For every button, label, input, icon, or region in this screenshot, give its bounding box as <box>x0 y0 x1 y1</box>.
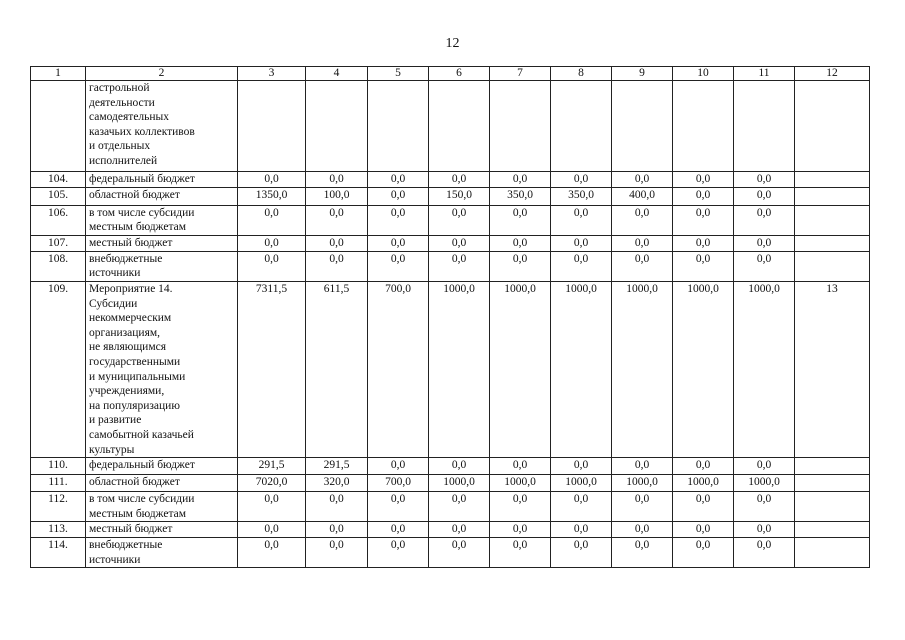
value-cell <box>429 81 490 172</box>
row-number: 107. <box>31 235 86 251</box>
header-row <box>31 67 870 81</box>
value-cell: 1000,0 <box>673 281 734 457</box>
value-cell: 400,0 <box>612 187 673 205</box>
column-number-5: 5 <box>368 67 429 81</box>
value-cell: 7311,5 <box>238 281 306 457</box>
value-cell: 0,0 <box>673 187 734 205</box>
table-row <box>31 205 870 235</box>
value-cell: 0,0 <box>612 172 673 188</box>
value-cell: 0,0 <box>429 538 490 568</box>
value-cell: 0,0 <box>306 235 368 251</box>
row-name: в том числе субсидии местным бюджетам <box>86 205 238 235</box>
value-cell <box>551 81 612 172</box>
column-number-9: 9 <box>612 67 673 81</box>
value-cell: 0,0 <box>306 492 368 522</box>
value-cell: 1350,0 <box>238 187 306 205</box>
value-cell: 0,0 <box>238 522 306 538</box>
row-number: 114. <box>31 538 86 568</box>
value-cell: 0,0 <box>673 235 734 251</box>
table-row <box>31 475 870 492</box>
value-cell: 0,0 <box>306 205 368 235</box>
row-number: 108. <box>31 251 86 281</box>
value-cell: 1000,0 <box>551 475 612 492</box>
value-cell: 0,0 <box>429 205 490 235</box>
value-cell: 0,0 <box>490 251 551 281</box>
value-cell: 150,0 <box>429 187 490 205</box>
value-cell: 1000,0 <box>673 475 734 492</box>
row-number <box>31 81 86 172</box>
value-cell: 700,0 <box>368 475 429 492</box>
column-12-cell <box>795 475 870 492</box>
column-number-10: 10 <box>673 67 734 81</box>
value-cell: 0,0 <box>368 458 429 475</box>
value-cell: 0,0 <box>551 492 612 522</box>
value-cell: 0,0 <box>734 492 795 522</box>
value-cell: 0,0 <box>612 205 673 235</box>
value-cell <box>306 81 368 172</box>
value-cell: 0,0 <box>673 205 734 235</box>
page-number: 12 <box>445 36 460 51</box>
value-cell: 1000,0 <box>490 281 551 457</box>
value-cell: 0,0 <box>368 187 429 205</box>
row-name: внебюджетные источники <box>86 538 238 568</box>
row-number: 111. <box>31 475 86 492</box>
row-name: областной бюджет <box>86 187 238 205</box>
value-cell: 0,0 <box>612 522 673 538</box>
table-row <box>31 172 870 188</box>
value-cell: 0,0 <box>238 251 306 281</box>
value-cell: 0,0 <box>734 251 795 281</box>
value-cell: 0,0 <box>429 522 490 538</box>
row-name: Мероприятие 14. Субсидии некоммерческим организациям, не являющимся государственными и муниципальными учреждениями, на популяризацию и развитие самобытной казачьей культуры <box>86 281 238 457</box>
value-cell: 1000,0 <box>734 281 795 457</box>
column-number-7: 7 <box>490 67 551 81</box>
value-cell: 0,0 <box>490 458 551 475</box>
value-cell: 0,0 <box>490 538 551 568</box>
column-number-12: 12 <box>795 67 870 81</box>
value-cell <box>490 81 551 172</box>
table-row <box>31 281 870 457</box>
value-cell: 0,0 <box>612 492 673 522</box>
row-name: областной бюджет <box>86 475 238 492</box>
value-cell: 0,0 <box>238 538 306 568</box>
value-cell: 0,0 <box>490 172 551 188</box>
column-12-cell <box>795 492 870 522</box>
column-12-cell <box>795 251 870 281</box>
value-cell: 0,0 <box>612 538 673 568</box>
table-row <box>31 538 870 568</box>
row-number: 113. <box>31 522 86 538</box>
value-cell <box>368 81 429 172</box>
value-cell: 1000,0 <box>429 281 490 457</box>
row-name: гастрольной деятельности самодеятельных казачьих коллективов и отдельных исполнителей <box>86 81 238 172</box>
value-cell: 0,0 <box>368 172 429 188</box>
value-cell: 0,0 <box>673 172 734 188</box>
value-cell: 0,0 <box>490 492 551 522</box>
value-cell: 0,0 <box>673 492 734 522</box>
value-cell: 0,0 <box>368 522 429 538</box>
value-cell: 0,0 <box>429 492 490 522</box>
table-row <box>31 458 870 475</box>
value-cell: 0,0 <box>734 172 795 188</box>
value-cell: 0,0 <box>490 235 551 251</box>
column-12-cell: 13 <box>795 281 870 457</box>
budget-table <box>30 66 870 568</box>
column-12-cell <box>795 458 870 475</box>
row-number: 105. <box>31 187 86 205</box>
value-cell: 0,0 <box>238 205 306 235</box>
value-cell: 320,0 <box>306 475 368 492</box>
value-cell: 0,0 <box>734 538 795 568</box>
value-cell: 0,0 <box>429 235 490 251</box>
value-cell: 350,0 <box>551 187 612 205</box>
value-cell: 1000,0 <box>612 281 673 457</box>
value-cell: 0,0 <box>551 538 612 568</box>
value-cell: 0,0 <box>429 458 490 475</box>
value-cell: 0,0 <box>490 205 551 235</box>
value-cell: 350,0 <box>490 187 551 205</box>
value-cell: 0,0 <box>734 458 795 475</box>
column-number-3: 3 <box>238 67 306 81</box>
value-cell: 0,0 <box>612 235 673 251</box>
value-cell: 291,5 <box>306 458 368 475</box>
value-cell: 0,0 <box>368 235 429 251</box>
table-row <box>31 187 870 205</box>
value-cell: 7020,0 <box>238 475 306 492</box>
column-12-cell <box>795 81 870 172</box>
column-12-cell <box>795 522 870 538</box>
column-12-cell <box>795 538 870 568</box>
table-row <box>31 492 870 522</box>
column-12-cell <box>795 187 870 205</box>
column-12-cell <box>795 205 870 235</box>
row-number: 109. <box>31 281 86 457</box>
value-cell: 0,0 <box>238 235 306 251</box>
value-cell: 0,0 <box>306 538 368 568</box>
value-cell: 0,0 <box>551 522 612 538</box>
value-cell: 100,0 <box>306 187 368 205</box>
table-row <box>31 81 870 172</box>
column-number-4: 4 <box>306 67 368 81</box>
table-row <box>31 522 870 538</box>
value-cell: 0,0 <box>368 538 429 568</box>
row-name: федеральный бюджет <box>86 172 238 188</box>
row-name: в том числе субсидии местным бюджетам <box>86 492 238 522</box>
value-cell: 1000,0 <box>490 475 551 492</box>
value-cell: 0,0 <box>368 492 429 522</box>
value-cell: 1000,0 <box>612 475 673 492</box>
value-cell: 0,0 <box>238 492 306 522</box>
value-cell: 0,0 <box>612 458 673 475</box>
row-number: 104. <box>31 172 86 188</box>
value-cell: 0,0 <box>306 172 368 188</box>
value-cell: 0,0 <box>612 251 673 281</box>
value-cell: 0,0 <box>429 251 490 281</box>
value-cell: 0,0 <box>429 172 490 188</box>
row-number: 106. <box>31 205 86 235</box>
value-cell: 0,0 <box>551 458 612 475</box>
value-cell: 0,0 <box>673 458 734 475</box>
value-cell: 0,0 <box>238 172 306 188</box>
row-name: местный бюджет <box>86 522 238 538</box>
value-cell: 0,0 <box>734 187 795 205</box>
value-cell: 0,0 <box>306 251 368 281</box>
row-number: 112. <box>31 492 86 522</box>
column-number-6: 6 <box>429 67 490 81</box>
value-cell: 1000,0 <box>551 281 612 457</box>
column-number-8: 8 <box>551 67 612 81</box>
column-12-cell <box>795 235 870 251</box>
value-cell <box>238 81 306 172</box>
value-cell: 0,0 <box>368 251 429 281</box>
column-number-11: 11 <box>734 67 795 81</box>
value-cell <box>673 81 734 172</box>
value-cell: 0,0 <box>673 251 734 281</box>
row-name: внебюджетные источники <box>86 251 238 281</box>
value-cell: 291,5 <box>238 458 306 475</box>
value-cell <box>734 81 795 172</box>
value-cell: 1000,0 <box>429 475 490 492</box>
value-cell: 0,0 <box>551 172 612 188</box>
value-cell: 0,0 <box>551 235 612 251</box>
value-cell: 0,0 <box>734 205 795 235</box>
value-cell: 0,0 <box>551 251 612 281</box>
value-cell: 1000,0 <box>734 475 795 492</box>
column-number-1: 1 <box>31 67 86 81</box>
value-cell: 0,0 <box>551 205 612 235</box>
value-cell: 0,0 <box>490 522 551 538</box>
column-12-cell <box>795 172 870 188</box>
value-cell: 0,0 <box>734 522 795 538</box>
table-row <box>31 235 870 251</box>
row-number: 110. <box>31 458 86 475</box>
value-cell: 611,5 <box>306 281 368 457</box>
value-cell: 0,0 <box>673 522 734 538</box>
column-number-2: 2 <box>86 67 238 81</box>
row-name: местный бюджет <box>86 235 238 251</box>
row-name: федеральный бюджет <box>86 458 238 475</box>
value-cell <box>612 81 673 172</box>
value-cell: 0,0 <box>673 538 734 568</box>
table-row <box>31 251 870 281</box>
value-cell: 700,0 <box>368 281 429 457</box>
value-cell: 0,0 <box>368 205 429 235</box>
value-cell: 0,0 <box>306 522 368 538</box>
value-cell: 0,0 <box>734 235 795 251</box>
